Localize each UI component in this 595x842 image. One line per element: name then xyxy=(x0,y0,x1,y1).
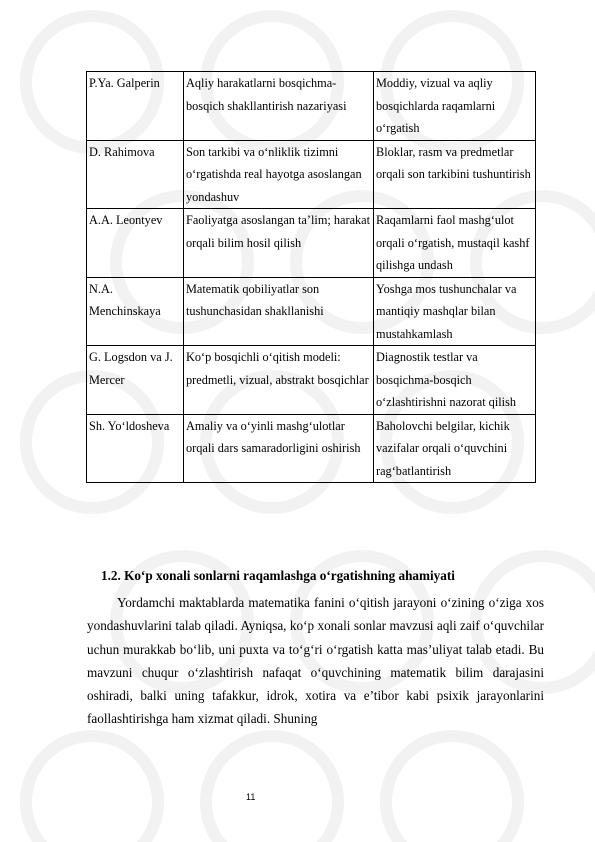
theory-cell: Faoliyatga asoslangan ta’lim; harakat orqali bilim hosil qilish xyxy=(184,209,374,278)
table-row xyxy=(87,72,536,141)
theory-cell: Son tarkibi va o‘nliklik tizimni o‘rgatishda real hayotga asoslangan yondashuv xyxy=(184,140,374,209)
table-row xyxy=(87,346,536,415)
page-number: 11 xyxy=(246,792,256,802)
table-row xyxy=(87,209,536,278)
body-paragraph: Yordamchi maktablarda matematika fanini o‘qitish jarayoni o‘zining o‘ziga xos yondashuvlarini talab qiladi. Ayniqsa, ko‘p xonali sonlar mavzusi aqli zaif o‘quvchilar uchun murakkab bo‘lib, uni puxta va to‘g‘ri o‘rgatish katta mas’uliyat talab etadi. Bu mavzuni chuqur o‘zlashtirish nafaqat o‘quvchining matematik bilim darajasini oshiradi, balki uning tafakkur, idrok, xotira va e’tibor kabi psixik jarayonlarini faollashtirishga ham xizmat qiladi. Shuning xyxy=(87,595,544,727)
author-cell: D. Rahimova xyxy=(87,140,184,209)
application-cell: Yoshga mos tushunchalar va mantiqiy mashqlar bilan mustahkamlash xyxy=(374,277,536,346)
author-cell: N.A. Menchinskaya xyxy=(87,277,184,346)
application-cell: Moddiy, vizual va aqliy bosqichlarda raqamlarni o‘rgatish xyxy=(374,72,536,141)
author-cell: G. Logsdon va J. Mercer xyxy=(87,346,184,415)
table-row xyxy=(87,140,536,209)
application-cell: Baholovchi belgilar, kichik vazifalar orqali o‘quvchini rag‘batlantirish xyxy=(374,414,536,483)
application-cell: Raqamlarni faol mashg‘ulot orqali o‘rgatish, mustaqil kashf qilishga undash xyxy=(374,209,536,278)
theory-cell: Ko‘p bosqichli o‘qitish modeli: predmetli, vizual, abstrakt bosqichlar xyxy=(184,346,374,415)
application-cell: Bloklar, rasm va predmetlar orqali son tarkibini tushuntirish xyxy=(374,140,536,209)
table-row xyxy=(87,414,536,483)
author-cell: Sh. Yo‘ldosheva xyxy=(87,414,184,483)
theory-cell: Aqliy harakatlarni bosqichma-bosqich shakllantirish nazariyasi xyxy=(184,72,374,141)
author-cell: P.Ya. Galperin xyxy=(87,72,184,141)
theories-table xyxy=(86,71,536,483)
section-heading: 1.2. Ko‘p xonali sonlarni raqamlashga o‘rgatishning ahamiyati xyxy=(101,568,455,583)
author-cell: A.A. Leontyev xyxy=(87,209,184,278)
theory-cell: Amaliy va o‘yinli mashg‘ulotlar orqali dars samaradorligini oshirish xyxy=(184,414,374,483)
theory-cell: Matematik qobiliyatlar son tushunchasidan shakllanishi xyxy=(184,277,374,346)
application-cell: Diagnostik testlar va bosqichma-bosqich o‘zlashtirishni nazorat qilish xyxy=(374,346,536,415)
table-row xyxy=(87,277,536,346)
